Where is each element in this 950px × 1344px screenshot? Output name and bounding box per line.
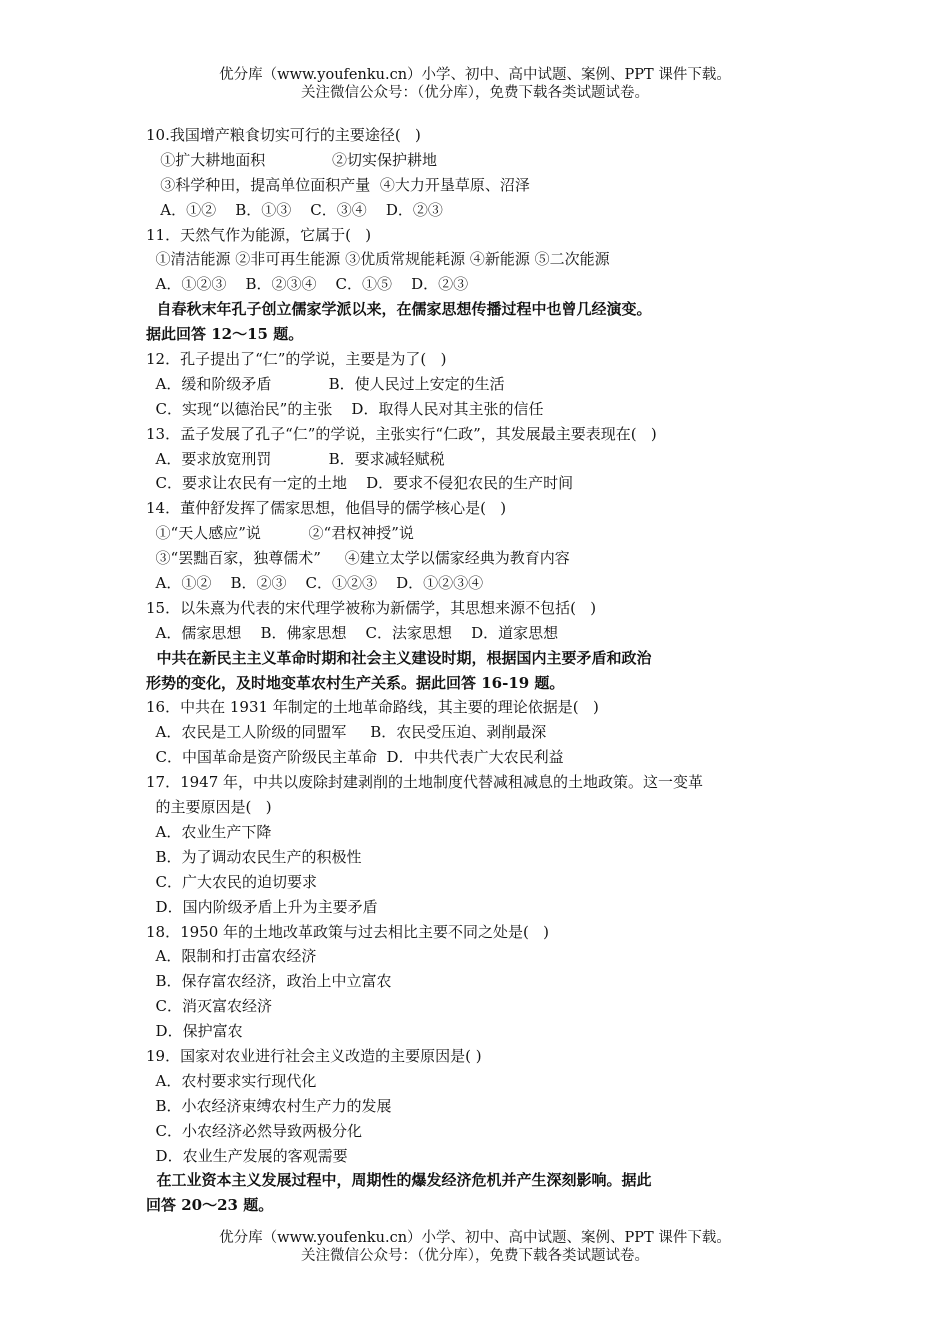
- question-line: C．消灭富农经济: [146, 997, 273, 1016]
- question-line: D．保护富农: [146, 1022, 243, 1041]
- question-line: 16．中共在 1931 年制定的土地革命路线，其主要的理论依据是( ): [146, 698, 599, 717]
- question-line: A．农业生产下降: [146, 822, 272, 841]
- question-line: 18．1950 年的土地改革政策与过去相比主要不同之处是( ): [146, 922, 550, 941]
- question-line: C．实现“以德治民”的主张 D．取得人民对其主张的信任: [146, 399, 544, 418]
- question-line: ③“罢黜百家，独尊儒术” ④建立太学以儒家经典为教育内容: [146, 549, 570, 568]
- question-line: B．小农经济束缚农村生产力的发展: [146, 1096, 392, 1115]
- question-line: D．国内阶级矛盾上升为主要矛盾: [146, 897, 378, 916]
- question-line: 10.我国增产粮食切实可行的主要途径( ): [146, 126, 421, 144]
- question-line: 13．孟子发展了孔子“仁”的学说，主张实行“仁政”，其发展最主要表现在( ): [146, 424, 657, 443]
- question-line: A．要求放宽刑罚 B．要求减轻赋税: [146, 449, 445, 468]
- footer-line-2: 关注微信公众号：（优分库），免费下载各类试题试卷。: [301, 1248, 649, 1264]
- question-line: 的主要原因是( ): [146, 798, 272, 817]
- question-line: 15．以朱熹为代表的宋代理学被称为新儒学，其思想来源不包括( ): [146, 598, 597, 617]
- question-line: A．①②③ B．②③④ C．①⑤ D．②③: [146, 275, 469, 294]
- question-line: 14．董仲舒发挥了儒家思想，他倡导的儒学核心是( ): [146, 499, 507, 518]
- exam-content: [146, 123, 786, 1218]
- question-line: A．①② B．②③ C．①②③ D．①②③④: [146, 574, 484, 593]
- question-line: C．小农经济必然导致两极分化: [146, 1121, 363, 1140]
- question-line: C．广大农民的迫切要求: [146, 872, 318, 891]
- reading-passage-line: 形势的变化，及时地变革农村生产关系。据此回答 16-19 题。: [146, 673, 565, 692]
- question-line: D．农业生产发展的客观需要: [146, 1146, 348, 1165]
- reading-passage-line: 在工业资本主义发展过程中，周期性的爆发经济危机并产生深刻影响。据此: [146, 1171, 652, 1190]
- header-line-1: 优分库（www.youfenku.cn）小学、初中、高中试题、案例、PPT 课件下载。: [219, 67, 731, 83]
- question-line: A．限制和打击富农经济: [146, 947, 317, 966]
- page-header: [0, 66, 950, 102]
- reading-passage-line: 中共在新民主主义革命时期和社会主义建设时期，根据国内主要矛盾和政治: [146, 648, 652, 667]
- question-line: 17．1947 年，中共以废除封建剥削的土地制度代替减租减息的土地政策。这一变革: [146, 773, 704, 792]
- question-line: A．①② B．①③ C．③④ D．②③: [146, 200, 443, 219]
- question-line: C．中国革命是资产阶级民主革命 D．中共代表广大农民利益: [146, 748, 564, 767]
- question-line: A．缓和阶级矛盾 B．使人民过上安定的生活: [146, 374, 505, 393]
- reading-passage-line: 自春秋末年孔子创立儒家学派以来，在儒家思想传播过程中也曾几经演变。: [146, 300, 652, 319]
- header-line-2: 关注微信公众号：（优分库），免费下载各类试题试卷。: [301, 85, 649, 101]
- question-line: 19．国家对农业进行社会主义改造的主要原因是( ): [146, 1046, 482, 1065]
- question-line: 12．孔子提出了“仁”的学说，主要是为了( ): [146, 350, 447, 369]
- question-line: ③科学种田，提高单位面积产量 ④大力开垦草原、沼泽: [146, 175, 530, 194]
- question-line: ①清洁能源 ②非可再生能源 ③优质常规能耗源 ④新能源 ⑤二次能源: [146, 250, 610, 269]
- question-line: C．要求让农民有一定的土地 D．要求不侵犯农民的生产时间: [146, 474, 574, 493]
- question-line: B．保存富农经济，政治上中立富农: [146, 972, 392, 991]
- reading-passage-line: 据此回答 12～15 题。: [146, 325, 304, 344]
- page-footer: [0, 1229, 950, 1265]
- question-line: A．儒家思想 B．佛家思想 C．法家思想 D．道家思想: [146, 623, 559, 642]
- question-line: B．为了调动农民生产的积极性: [146, 847, 362, 866]
- question-line: ①“天人感应”说 ②“君权神授”说: [146, 524, 414, 543]
- footer-line-1: 优分库（www.youfenku.cn）小学、初中、高中试题、案例、PPT 课件下载。: [219, 1230, 731, 1246]
- reading-passage-line: 回答 20～23 题。: [146, 1196, 274, 1215]
- question-line: 11．天然气作为能源，它属于( ): [146, 225, 372, 244]
- question-line: A．农村要求实行现代化: [146, 1071, 317, 1090]
- question-line: ①扩大耕地面积 ②切实保护耕地: [146, 150, 438, 169]
- question-line: A．农民是工人阶级的同盟军 B．农民受压迫、剥削最深: [146, 723, 547, 742]
